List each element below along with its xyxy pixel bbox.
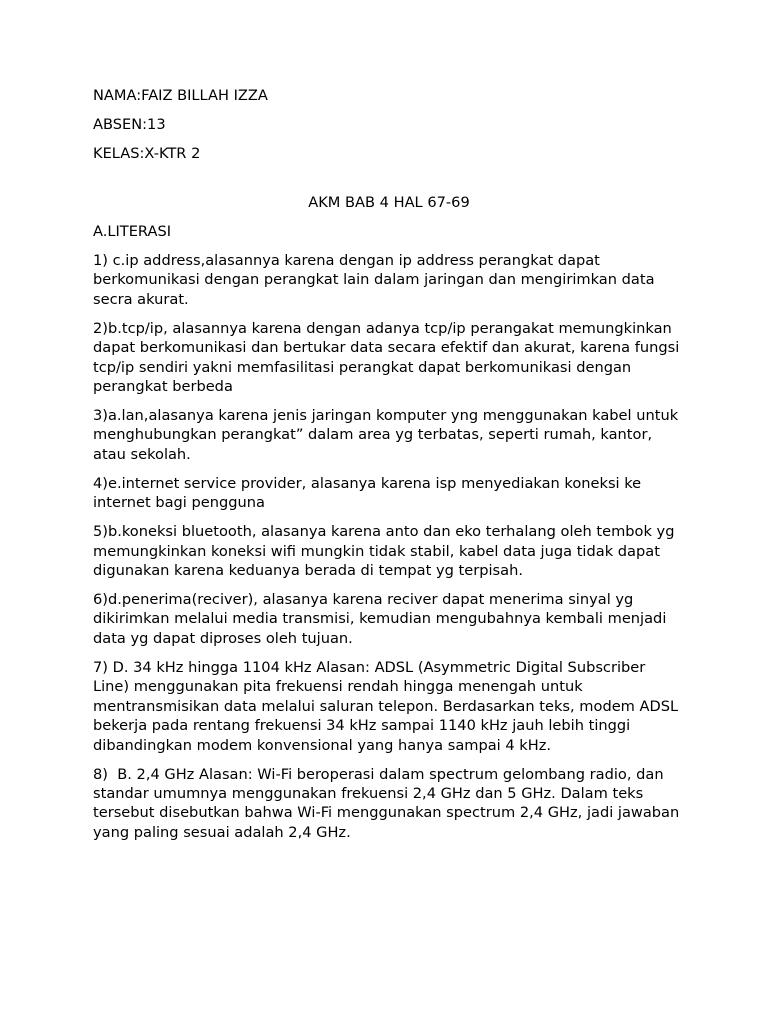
answer-5: 5)b.koneksi bluetooth, alasanya karena anto dan eko terhalang oleh tembok yg memungkinkan koneksi wifi mungkin tidak stabil, kabel data juga tidak dapat digunakan karena keduanya berada di tempat yg terpisah. xyxy=(93,523,680,580)
blank-line xyxy=(93,173,685,193)
answer-3: 3)a.lan,alasanya karena jenis jaringan komputer yng menggunakan kabel untuk menghubungkan perangkat” dalam area yg terbatas, seperti rumah, kantor, atau sekolah. xyxy=(93,407,683,463)
answer-4: 4)e.internet service provider, alasanya karena isp menyediakan koneksi ke internet bagi pengguna xyxy=(93,474,646,512)
document-content xyxy=(93,86,685,852)
answer-6: 6)d.penerima(reciver), alasanya karena reciver dapat menerima sinyal yg dikirimkan melalui media transmisi, kemudian mengubahnya kembali menjadi data yg dapat diproses oleh tujuan. xyxy=(93,591,672,647)
answer-8: 8) B. 2,4 GHz Alasan: Wi-Fi beroperasi dalam spectrum gelombang radio, dan standar umumnya menggunakan frekuensi 2,4 GHz dan 5 GHz. Dalam teks tersebut disebutkan bahwa Wi-Fi menggunakan spectrum 2,4 GHz, jadi jawaban yang paling sesuai adalah 2,4 GHz. xyxy=(93,765,684,841)
document-title: AKM BAB 4 HAL 67-69 xyxy=(308,194,470,211)
student-name: NAMA:FAIZ BILLAH IZZA xyxy=(93,87,268,104)
answer-2: 2)b.tcp/ip, alasannya karena dengan adanya tcp/ip perangakat memungkinkan dapat berkomunikasi dan bertukar data secara efektif dan akurat, karena fungsi tcp/ip sendiri yakni memfasilitasi perangkat dapat berkomunikasi dengan perangkat berbeda xyxy=(93,319,684,396)
student-absen: ABSEN:13 xyxy=(93,116,166,133)
student-class: KELAS:X-KTR 2 xyxy=(93,145,201,162)
answer-1: 1) c.ip address,alasannya karena dengan ip address perangkat dapat berkomunikasi dengan perangkat lain dalam jaringan dan mengirimkan data secra akurat. xyxy=(93,252,660,308)
section-heading: A.LITERASI xyxy=(93,223,172,240)
answer-7: 7) D. 34 kHz hingga 1104 kHz Alasan: ADSL (Asymmetric Digital Subscriber Line) menggunakan pita frekuensi rendah hingga menengah untuk mentransmisikan data melalui saluran telepon. Berdasarkan teks, modem ADSL bekerja pada rentang frekuensi 34 kHz sampai 1140 kHz jauh lebih tinggi dibandingkan modem konvensional yang hanya sampai 4 kHz. xyxy=(93,658,683,754)
